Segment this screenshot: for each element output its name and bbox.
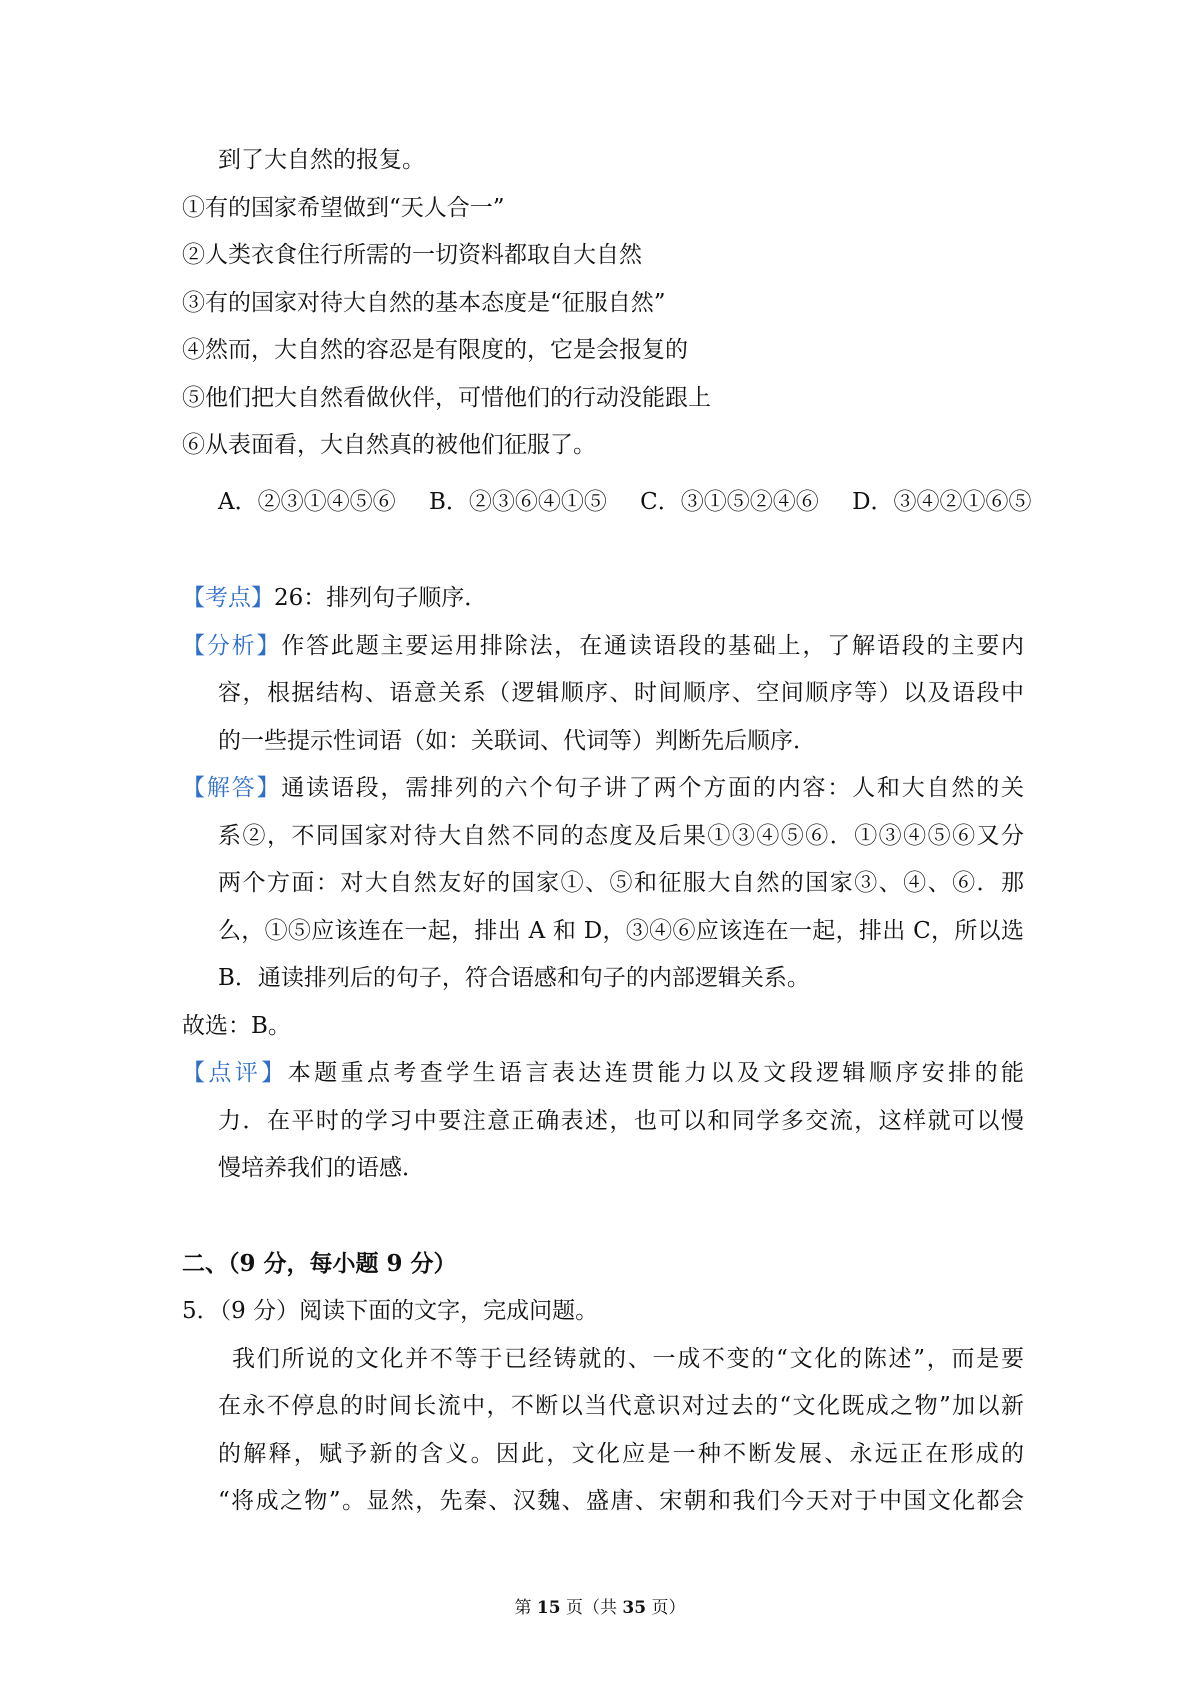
passage-line-1: 我们所说的文化并不等于已经铸就的、一成不变的“文化的陈述”，而是要 <box>232 1346 1024 1372</box>
option-d: D．③④②①⑥⑤ <box>852 489 1032 515</box>
jieda-text-1: 通读语段，需排列的六个句子讲了两个方面的内容：人和大自然的关 <box>281 775 1025 801</box>
fenxi-line-2: 容，根据结构、语意关系（逻辑顺序、时间顺序、空间顺序等）以及语段中 <box>218 680 1024 706</box>
page-total: 35 <box>622 1598 647 1618</box>
sentence-6: ⑥从表面看，大自然真的被他们征服了。 <box>182 432 596 458</box>
fenxi-tag: 【分析】 <box>182 633 282 659</box>
sentence-4: ④然而，大自然的容忍是有限度的，它是会报复的 <box>182 337 688 363</box>
kaodian-text: 26：排列句子顺序． <box>274 585 488 611</box>
option-b: B．②③⑥④①⑤ <box>428 489 607 515</box>
passage-line-4: “将成之物”。显然，先秦、汉魏、盛唐、宋朝和我们今天对于中国文化都会 <box>218 1488 1024 1514</box>
dianping-tag: 【点评】 <box>182 1060 288 1086</box>
dianping-line-3: 慢培养我们的语感． <box>218 1155 425 1181</box>
page-number: 15 <box>536 1598 561 1618</box>
jieda-line-4: 么，①⑤应该连在一起，排出 A 和 D，③④⑥应该连在一起，排出 C，所以选 <box>218 918 1024 944</box>
dianping-line-2: 力．在平时的学习中要注意正确表述，也可以和同学多交流，这样就可以慢 <box>218 1108 1024 1134</box>
passage-line-2: 在永不停息的时间长流中，不断以当代意识对过去的“文化既成之物”加以新 <box>218 1393 1024 1419</box>
jieda-tag: 【解答】 <box>182 775 282 801</box>
jieda-line-5: B．通读排列后的句子，符合语感和句子的内部逻辑关系。 <box>218 965 810 991</box>
jieda-line-2: 系②，不同国家对待大自然不同的态度及后果①③④⑤⑥．①③④⑤⑥又分 <box>218 823 1024 849</box>
footer-pre: 第 <box>514 1598 537 1618</box>
fenxi-text-1: 作答此题主要运用排除法，在通读语段的基础上，了解语段的主要内 <box>281 633 1025 659</box>
options-row <box>218 487 1032 517</box>
sentence-3: ③有的国家对待大自然的基本态度是“征服自然” <box>182 290 666 316</box>
option-a: A．②③①④⑤⑥ <box>218 489 396 515</box>
intro-tail: 到了大自然的报复。 <box>218 147 425 173</box>
passage-line-3: 的解释，赋予新的含义。因此，文化应是一种不断发展、永远正在形成的 <box>218 1441 1024 1467</box>
page-footer <box>0 1596 1200 1620</box>
answer-line: 故选：B。 <box>182 1013 291 1039</box>
footer-post: 页） <box>646 1598 686 1618</box>
dianping-text-1: 本题重点考查学生语言表达连贯能力以及文段逻辑顺序安排的能 <box>287 1060 1025 1086</box>
section-heading: 二、（9 分，每小题 9 分） <box>182 1250 457 1277</box>
fenxi-line-1 <box>182 631 1024 661</box>
question-5-stem: 5．（9 分）阅读下面的文字，完成问题。 <box>182 1298 599 1324</box>
sentence-5: ⑤他们把大自然看做伙伴，可惜他们的行动没能跟上 <box>182 385 711 411</box>
footer-mid: 页（共 <box>560 1598 623 1618</box>
option-c: C．③①⑤②④⑥ <box>640 489 819 515</box>
sentence-1: ①有的国家希望做到“天人合一” <box>182 195 505 221</box>
jieda-line-3: 两个方面：对大自然友好的国家①、⑤和征服大自然的国家③、④、⑥．那 <box>218 870 1024 896</box>
dianping-line-1 <box>182 1058 1024 1088</box>
fenxi-line-3: 的一些提示性词语（如：关联词、代词等）判断先后顺序． <box>218 728 816 754</box>
sentence-2: ②人类衣食住行所需的一切资料都取自大自然 <box>182 242 642 268</box>
jieda-line-1 <box>182 773 1024 803</box>
kaodian <box>182 583 487 613</box>
kaodian-tag: 【考点】 <box>182 585 274 611</box>
